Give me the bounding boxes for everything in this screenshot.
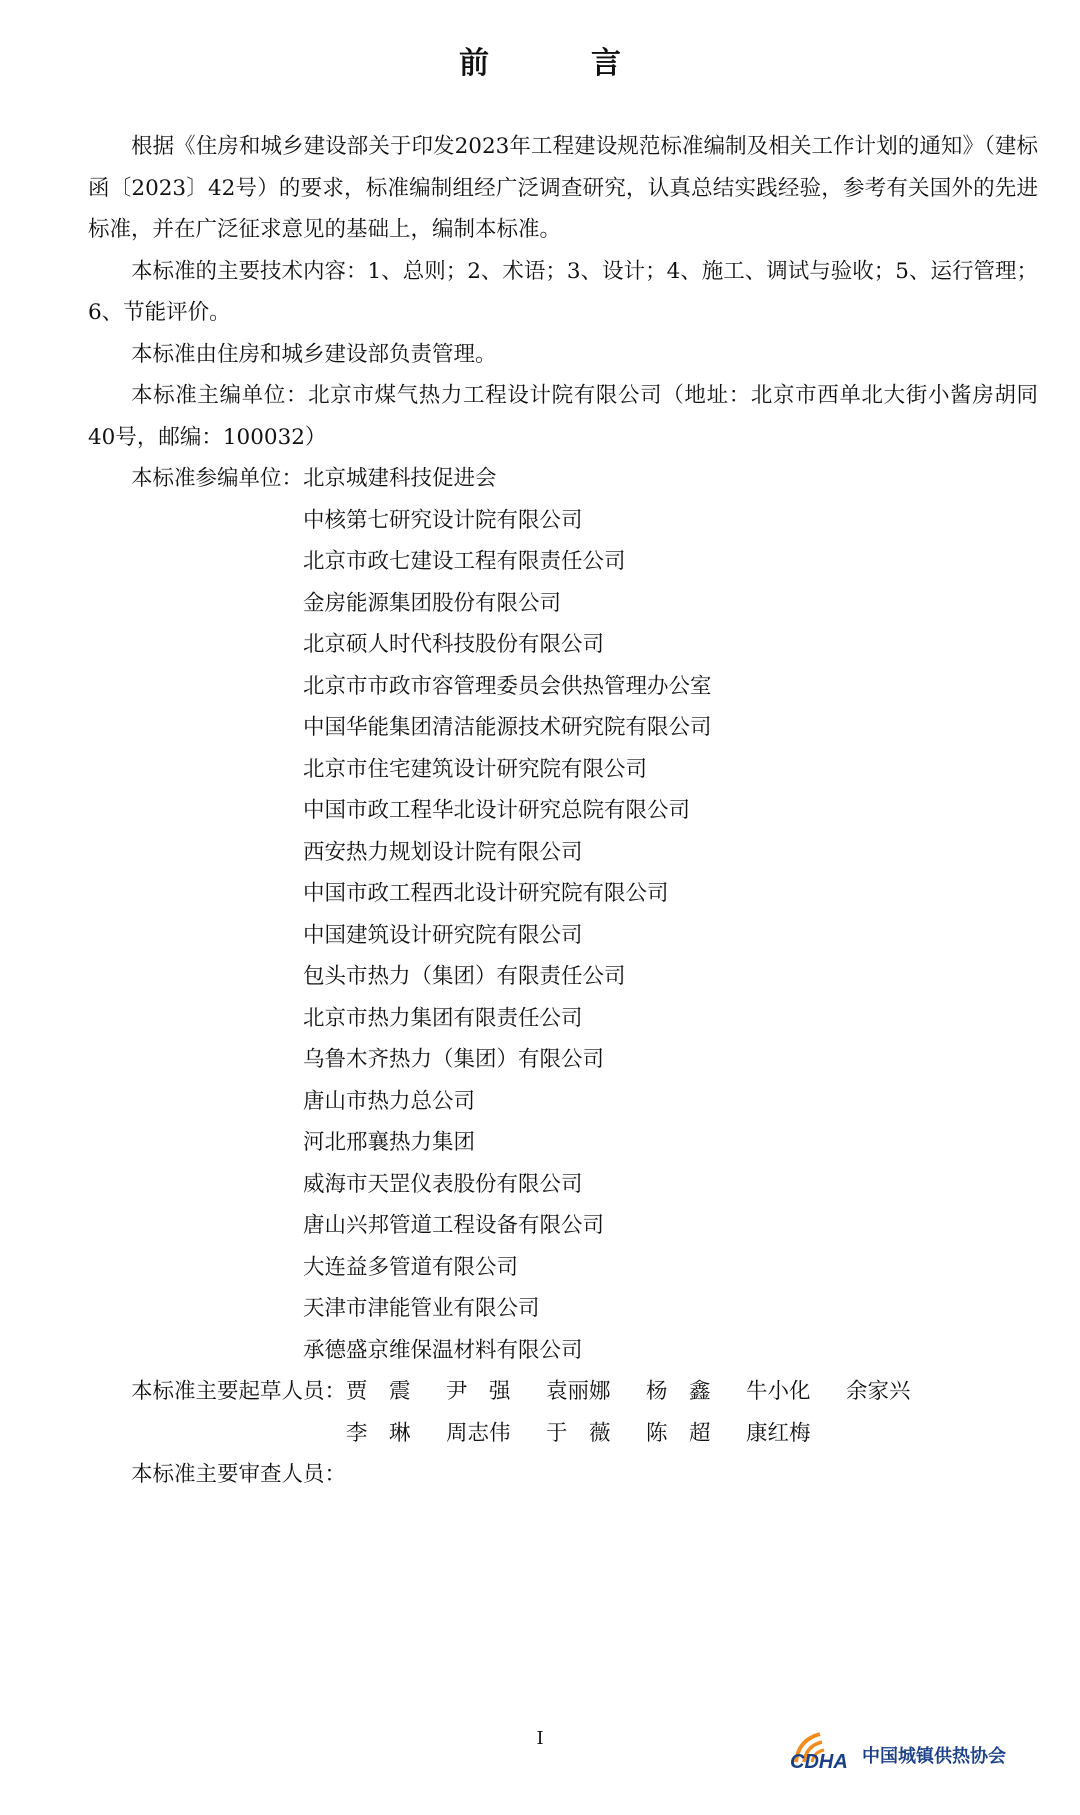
participating-unit-item: 北京市热力集团有限责任公司 — [303, 1005, 583, 1031]
participating-units-label: 本标准参编单位： — [131, 466, 304, 491]
participating-unit-item: 北京市市政市容管理委员会供热管理办公室 — [303, 673, 712, 699]
drafter-name: 康红梅 — [746, 1420, 811, 1446]
participating-units — [88, 458, 1038, 1371]
participating-unit-item: 中国华能集团清洁能源技术研究院有限公司 — [303, 715, 712, 740]
participating-unit-item: 北京市住宅建筑设计研究院有限公司 — [303, 756, 648, 782]
drafter-name: 牛小化 — [746, 1379, 811, 1404]
logo-abbr: CDHA — [790, 1751, 848, 1772]
drafters — [88, 1371, 1038, 1454]
drafter-name: 杨 鑫 — [646, 1379, 711, 1404]
drafter-name: 袁丽娜 — [546, 1379, 611, 1404]
page-number: I — [536, 1728, 544, 1749]
drafter-name: 尹 强 — [446, 1379, 511, 1404]
participating-unit-item: 北京硕人时代科技股份有限公司 — [303, 632, 605, 657]
participating-unit-item: 北京城建科技促进会 — [303, 466, 497, 491]
participating-unit-item: 大连益多管道有限公司 — [303, 1254, 519, 1280]
participating-unit-item: 唐山市热力总公司 — [303, 1088, 476, 1114]
document-body — [88, 126, 1038, 1496]
participating-unit-item: 中国建筑设计研究院有限公司 — [303, 922, 583, 948]
drafter-name: 余家兴 — [846, 1379, 911, 1404]
association-logo — [786, 1722, 1046, 1772]
paragraph-basis: 根据《住房和城乡建设部关于印发2023年工程建设规范标准编制及相关工作计划的通知》（建标函〔2023〕42号）的要求，标准编制组经广泛调查研究，认真总结实践经验，参考有关国外的先进标准，并在广泛征求意见的基础上，编制本标准。 — [88, 134, 1038, 242]
paragraph-chief-editor: 本标准主编单位：北京市煤气热力工程设计院有限公司（地址：北京市西单北大街小酱房胡同40号，邮编：100032） — [88, 383, 1038, 450]
drafter-name: 贾 震 — [346, 1379, 411, 1404]
participating-unit-item: 北京市政七建设工程有限责任公司 — [303, 549, 626, 574]
participating-unit-item: 包头市热力（集团）有限责任公司 — [303, 964, 626, 989]
drafter-name: 于 薇 — [546, 1420, 611, 1446]
participating-unit-item: 承德盛京维保温材料有限公司 — [303, 1337, 583, 1363]
paragraph-management: 本标准由住房和城乡建设部负责管理。 — [131, 341, 497, 367]
paragraph-technical-content: 本标准的主要技术内容：1、总则；2、术语；3、设计；4、施工、调试与验收；5、运行管理；6、节能评价。 — [88, 258, 1038, 325]
participating-unit-item: 中核第七研究设计院有限公司 — [303, 507, 583, 533]
drafter-name: 李 琳 — [346, 1420, 411, 1446]
participating-unit-item: 中国市政工程华北设计研究总院有限公司 — [303, 798, 691, 823]
participating-unit-item: 金房能源集团股份有限公司 — [303, 590, 562, 616]
participating-unit-item: 乌鲁木齐热力（集团）有限公司 — [303, 1047, 605, 1072]
drafter-name: 周志伟 — [446, 1420, 511, 1446]
cdha-logo-icon — [786, 1722, 864, 1772]
participating-unit-item: 天津市津能管业有限公司 — [303, 1296, 540, 1321]
drafter-name: 陈 超 — [646, 1420, 711, 1446]
logo-text: 中国城镇供热协会 — [862, 1746, 1006, 1767]
drafters-names — [346, 1371, 1038, 1454]
drafters-label: 本标准主要起草人员： — [131, 1379, 347, 1404]
participating-units-list — [303, 458, 712, 1371]
participating-unit-item: 中国市政工程西北设计研究院有限公司 — [303, 881, 669, 906]
participating-unit-item: 西安热力规划设计院有限公司 — [303, 839, 583, 865]
participating-unit-item: 唐山兴邦管道工程设备有限公司 — [303, 1213, 605, 1238]
reviewers-label: 本标准主要审查人员： — [131, 1462, 347, 1487]
participating-unit-item: 威海市天罡仪表股份有限公司 — [303, 1171, 583, 1197]
participating-unit-item: 河北邢襄热力集团 — [303, 1130, 476, 1155]
page-title: 前 言 — [459, 46, 657, 81]
